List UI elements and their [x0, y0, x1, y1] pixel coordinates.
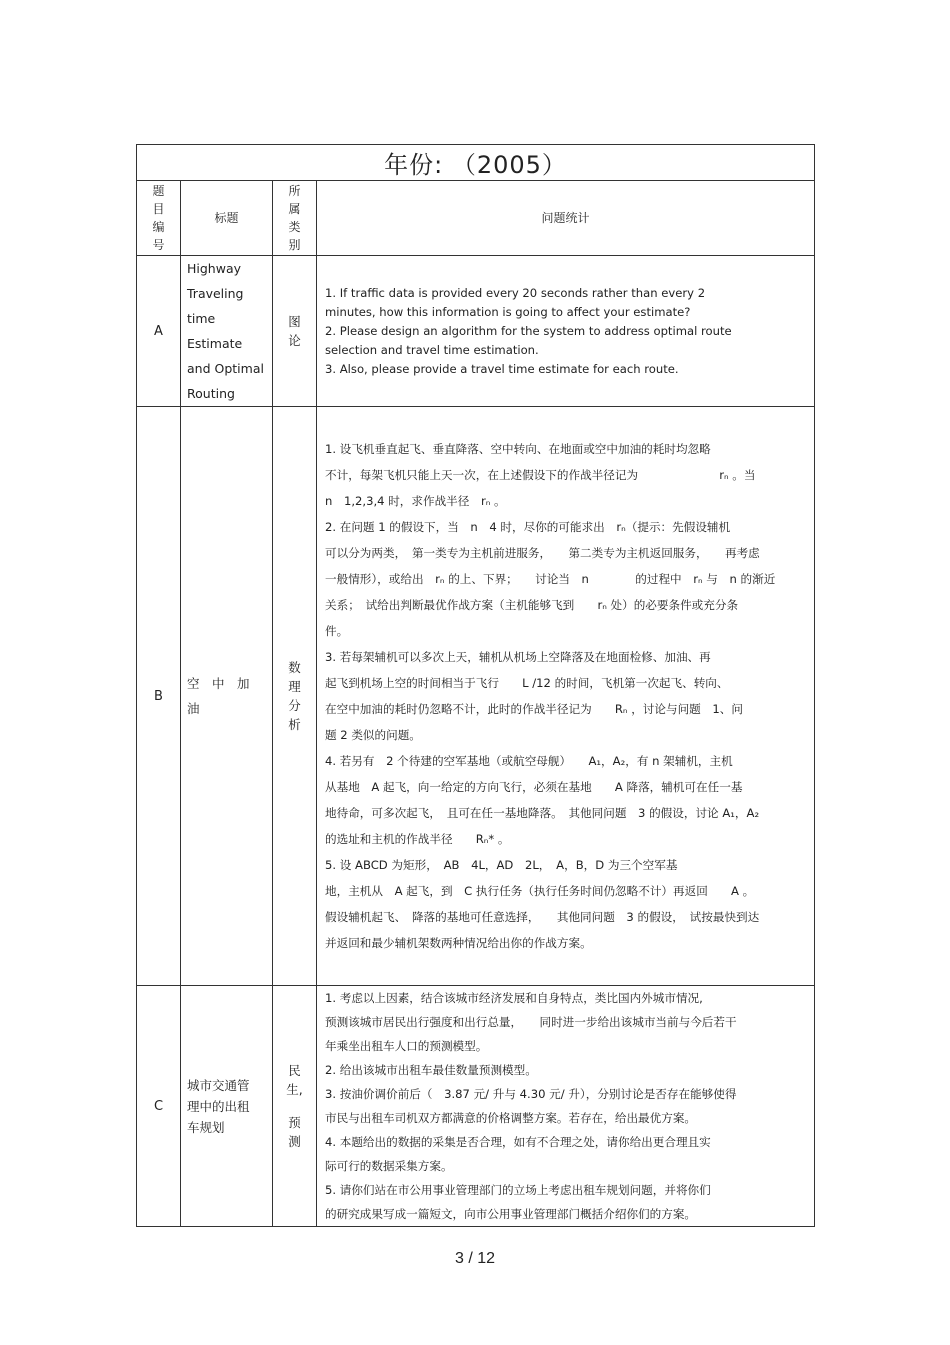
question-line: 1. 考虑以上因素，结合该城市经济发展和自身特点，类比国内外城市情况, [325, 991, 703, 1005]
category-char: 民 [288, 1063, 301, 1078]
table-row [137, 407, 815, 986]
row-title [181, 256, 273, 407]
header-category-char: 类 [288, 220, 301, 234]
title-line: and Optimal [187, 361, 264, 376]
row-questions [317, 256, 815, 407]
row-id: C [137, 986, 181, 1227]
row-category [273, 407, 317, 986]
question-line: 从基地 A 起飞，向一给定的方向飞行，必须在基地 A 降落，辅机可在任一基 [325, 780, 743, 794]
question-line: 关系； 试给出判断最优作战方案（主机能够飞到 rₙ 处）的必要条件或充分条 [325, 598, 739, 612]
header-questions: 问题统计 [317, 181, 815, 256]
question-line: 并返回和最少辅机架数两种情况给出你的作战方案。 [325, 936, 592, 950]
question-line: 1. If traffic data is provided every 20 seconds rather than every 2 [325, 285, 706, 300]
header-category-char: 所 [288, 184, 301, 198]
question-line: 3. 若每架辅机可以多次上天，辅机从机场上空降落及在地面检修、加油、再 [325, 650, 711, 664]
question-line: 预测该城市居民出行强度和出行总量， 同时进一步给出该城市当前与今后若干 [325, 1015, 737, 1029]
header-id [137, 181, 181, 256]
question-line: n 1,2,3,4 时，求作战半径 rₙ 。 [325, 494, 506, 508]
question-line: 际可行的数据采集方案。 [325, 1159, 453, 1173]
category-char: 预 [288, 1115, 301, 1130]
category-char: 析 [288, 717, 301, 732]
row-category [273, 256, 317, 407]
question-line: 5. 设 ABCD 为矩形， AB 4L，AD 2L， A，B，D 为三个空军基 [325, 858, 678, 872]
header-id-char: 编 [152, 220, 165, 234]
row-questions [317, 986, 815, 1227]
question-line: 题 2 类似的问题。 [325, 728, 421, 742]
row-category [273, 986, 317, 1227]
question-line: 在空中加油的耗时仍忽略不计，此时的作战半径记为 Rₙ ，讨论与问题 1、问 [325, 702, 743, 716]
table-row [137, 256, 815, 407]
question-line: minutes, how this information is going to affect your estimate? [325, 304, 691, 319]
question-line: 2. 给出该城市出租车最佳数量预测模型。 [325, 1063, 537, 1077]
question-line: 年乘坐出租车人口的预测模型。 [325, 1039, 488, 1053]
row-title [181, 986, 273, 1227]
header-category-char: 别 [288, 238, 301, 252]
title-line: 油 [187, 701, 200, 716]
category-char: 测 [288, 1134, 301, 1149]
row-id: A [137, 256, 181, 407]
question-line: 的研究成果写成一篇短文，向市公用事业管理部门概括介绍你们的方案。 [325, 1207, 697, 1221]
question-line: selection and travel time estimation. [325, 342, 539, 357]
category-char: 论 [288, 333, 301, 348]
question-line: 件。 [325, 624, 349, 638]
title-line: Routing [187, 386, 235, 401]
question-line: 的选址和主机的作战半径 Rₙ* 。 [325, 832, 510, 846]
row-questions [317, 407, 815, 986]
title-line: time [187, 311, 216, 326]
title-line: Traveling [187, 286, 244, 301]
header-category-char: 属 [288, 202, 301, 216]
question-line: 2. Please design an algorithm for the system to address optimal route [325, 323, 732, 338]
title-line: Highway [187, 261, 242, 276]
question-line: 地，主机从 A 起飞，到 C 执行任务（执行任务时间仍忽略不计）再返回 A 。 [325, 884, 755, 898]
header-title: 标题 [181, 181, 273, 256]
title-line: 空 中 加 [187, 676, 250, 691]
row-title [181, 407, 273, 986]
title-line: 车规划 [187, 1119, 225, 1135]
question-line: 假设辅机起飞、 降落的基地可任意选择， 其他同问题 3 的假设， 试按最快到达 [325, 910, 760, 924]
title-line: 城市交通管 [187, 1077, 250, 1093]
category-char: 数 [288, 660, 301, 675]
question-line: 3. Also, please provide a travel time estimate for each route. [325, 361, 679, 376]
question-line: 市民与出租车司机双方都满意的价格调整方案。若存在，给出最优方案。 [325, 1111, 697, 1125]
header-id-char: 题 [152, 184, 165, 198]
category-char: 分 [288, 698, 301, 713]
question-line: 3. 按油价调价前后（ 3.87 元/ 升与 4.30 元/ 升），分别讨论是否存在能够使得 [325, 1087, 737, 1101]
question-line: 5. 请你们站在市公用事业管理部门的立场上考虑出租车规划问题，并将你们 [325, 1183, 711, 1197]
problem-table [136, 144, 815, 1227]
category-char: 生, [286, 1082, 303, 1097]
category-char: 理 [288, 679, 301, 694]
question-line: 2. 在问题 1 的假设下，当 n 4 时，尽你的可能求出 rₙ（提示：先假设辅机 [325, 520, 731, 534]
question-line: 4. 若另有 2 个待建的空军基地（或航空母舰） A₁，A₂，有 n 架辅机，主机 [325, 754, 733, 768]
table-title: 年份: （2005） [137, 145, 815, 181]
header-category [273, 181, 317, 256]
question-line: 起飞到机场上空的时间相当于飞行 L /12 的时间，飞机第一次起飞、转向、 [325, 676, 729, 690]
title-line: 理中的出租 [187, 1098, 250, 1114]
table-row [137, 986, 815, 1227]
header-id-char: 号 [152, 238, 165, 252]
question-line: 不计，每架飞机只能上天一次，在上述假设下的作战半径记为 rₙ 。当 [325, 468, 756, 482]
question-line: 地待命，可多次起飞， 且可在任一基地降落。 其他同问题 3 的假设，讨论 A₁，A₂ [325, 806, 760, 820]
header-id-char: 目 [152, 202, 165, 216]
question-line: 一般情形），或给出 rₙ 的上、下界； 讨论当 n 的过程中 rₙ 与 n 的渐近 [325, 572, 776, 586]
row-id: B [137, 407, 181, 986]
question-line: 4. 本题给出的数据的采集是否合理，如有不合理之处，请你给出更合理且实 [325, 1135, 711, 1149]
title-line: Estimate [187, 336, 243, 351]
category-spacer [273, 1099, 316, 1113]
question-line: 可以分为两类， 第一类专为主机前进服务， 第二类专为主机返回服务， 再考虑 [325, 546, 760, 560]
page-number: 3 / 12 [454, 1250, 496, 1267]
question-line: 1. 设飞机垂直起飞、垂直降落、空中转向、在地面或空中加油的耗时均忽略 [325, 442, 711, 456]
category-char: 图 [288, 314, 301, 329]
